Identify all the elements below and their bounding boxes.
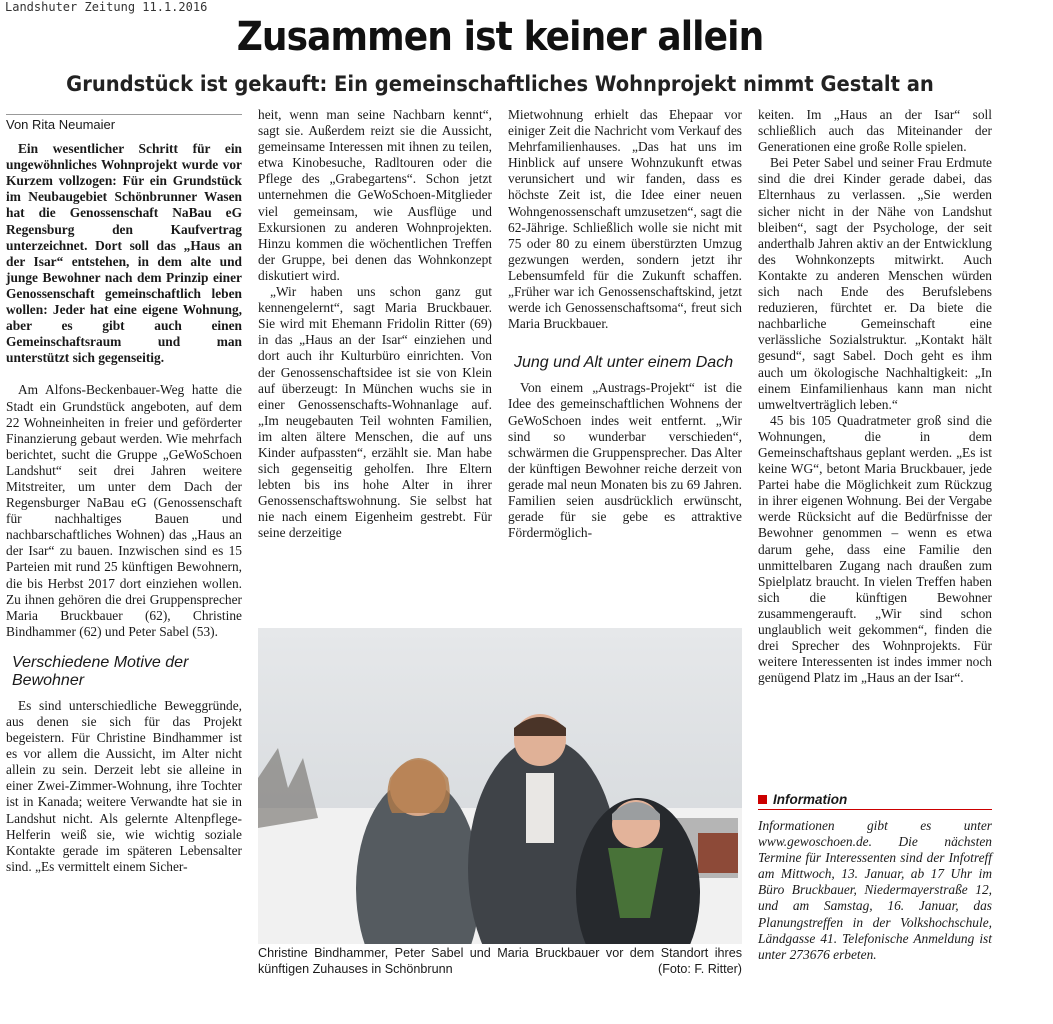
column-1 xyxy=(6,114,242,875)
photo-credit: (Foto: F. Ritter) xyxy=(658,961,742,976)
photo-caption xyxy=(258,946,742,977)
red-square-icon xyxy=(758,795,767,804)
paragraph-4-start: Von einem „Austrags-Projekt“ ist die Idee des gemeinschaftlichen Wohnens der GeWoSchoen indes weit entfernt. „Wir sind so wunderbar verschieden“, schwärmen die Gruppensprecher. Das Alter der künftigen Bewohner reiche derzeit von gerade mal neun Monaten bis zu 69 Jahren. Familien seien ausdrücklich erwünscht, gerade für sie gebe es attraktive Fördermöglich- xyxy=(508,380,742,541)
lead-paragraph: Ein wesentlicher Schritt für ein ungewöhnliches Wohnprojekt wurde vor Kurzem vollzogen: Für ein Grundstück im Neubaugebiet Schönbrunner Wasen hat die Genossenschaft NaBau eG Regensburg den Kaufvertrag unterzeichnet. Dort soll das „Haus an der Isar“ entstehen, in dem alte und junge Bewohner nach dem Prinzip einer Genossenschaft gemeinschaftlich leben wollen: Jeder hat eine eigene Wohnung, aber es gibt auch einen Gemeinschaftsraum und man unterstützt sich gegenseitig. xyxy=(6,141,242,366)
info-heading xyxy=(758,792,992,810)
paragraph-5: Bei Peter Sabel und seiner Frau Erdmute sind die drei Kinder gerade dabei, das Elternhaus zu verlassen. „Sie werden sicher nicht in der Nähe von Landshut bleiben“, sagt der Psychologe, der seit anderthalb Jahren aktiv an der Entwicklung des Wohnkonzepts mitwirkt. Auch Kontakte zu anderen Menschen würden sich nach Ende des Berufslebens reduzieren, fürchtet er. Da biete die nachbarliche Gemeinschaft eine verlässliche Sozialstruktur. „Kontakt hält gesund“, sagt Sabel. Doch geht es ihm auch um ökologische Nachhaltigkeit: „In einem Einfamilienhaus kann man nicht umweltverträglich leben.“ xyxy=(758,155,992,412)
photo-illustration xyxy=(258,628,742,944)
paragraph-3-start: „Wir haben uns schon ganz gut kennengelernt“, sagt Maria Bruckbauer. Sie wird mit Ehemann Fridolin Ritter (69) in das „Haus an der Isar“ einziehen und dort auch ihr Kulturbüro einrichten. Von der Genossenschaftsidee ist sie von Klein auf überzeugt: In München wuchs sie in einer Genossenschafts-Wohnanlage auf. „Im neugebauten Teil wohnten Familien, im alten ältere Menschen, die auf uns Kinder aufpassten“, erzählt sie. Man habe sich gegenseitig geholfen. Ihre Eltern lebten bis ins hohe Alter in ihrer Genossenschaftswohnung. Sie selbst hat nie nach einem Eigenheim gestrebt. Für seine derzeitige xyxy=(258,284,492,541)
paragraph-2-cont: heit, wenn man seine Nachbarn kennt“, sagt sie. Außerdem reizt sie die Aussicht, gemeinsame Interessen mit ihnen zu teilen, etwa Kinobesuche, Radltouren oder die Pflege des „Grabegartens“. Schon jetzt unternehmen die GeWoSchoen-Mitglieder viel gemeinsam, wie Ausflüge und Exkursionen zu anderen Wohnprojekten. Hinzu kommen die wöchentlichen Treffen der Gruppe, bei denen das Wohnkonzept diskutiert wird. xyxy=(258,107,492,283)
masthead: Landshuter Zeitung 11.1.2016 xyxy=(5,0,208,14)
column-3 xyxy=(508,107,742,541)
byline: Von Rita Neumaier xyxy=(6,114,242,133)
subheading-young-old: Jung und Alt unter einem Dach xyxy=(514,354,734,372)
paragraph-1: Am Alfons-Beckenbauer-Weg hatte die Stadt ein Grundstück angeboten, auf dem 22 Wohneinheiten in freier und geförderter Finanzierung gebaut werden. Wie mehrfach berichtet, sucht die Gruppe „GeWoSchoen Landshut“ seit drei Jahren weitere Mitstreiter, um unter dem Dach der Regensburger NaBau eG (Genossenschaft für nachhaltiges Bauen und nachbarschaftliches Wohnen) das „Haus an der Isar“ zu bauen. Inzwischen sind es 15 Parteien mit rund 25 künftigen Bewohnern, die bis Herbst 2017 dort einziehen wollen. Zu ihnen gehören die drei Gruppensprecher Maria Bruckbauer (62), Christine Bindhammer (62) und Peter Sabel (53). xyxy=(6,382,242,639)
group-photo xyxy=(258,628,742,944)
subheading-motives: Verschiedene Motive der Bewohner xyxy=(12,653,189,689)
subheadline: Grundstück ist gekauft: Ein gemeinschaftliches Wohnprojekt nimmt Gestalt an xyxy=(66,72,934,96)
paragraph-3-cont: Mietwohnung erhielt das Ehepaar vor einiger Zeit die Nachricht vom Verkauf des Mehrfamilienhauses. „Das hat uns im Hinblick auf unsere Wohnzukunft etwas verunsichert und wir fanden, dass es höchste Zeit ist, die Idee einer neuen Wohngenossenschaft umzusetzen“, sagt die 62-Jährige. Schließlich wolle sie nicht mit 75 oder 80 zu einem überstürzten Umzug gezwungen werden, sondern jetzt ihr Lebensumfeld für die Zukunft schaffen. „Früher war ich Genossenschaftskind, jetzt werde ich Genossenschaftsoma“, freut sich Maria Bruckbauer. xyxy=(508,107,742,332)
info-text: Informationen gibt es unter www.gewoschoen.de. Die nächsten Termine für Interessenten sind der Infotreff am Mittwoch, 13. Januar, ab 17 Uhr im Büro Bruckbauer, Niedermayerstraße 12, und am Samstag, 16. Januar, das Planungstreffen in der Volkshochschule, Ländgasse 41. Telefonische Anmeldung ist unter 273676 erbeten. xyxy=(758,818,992,962)
column-4 xyxy=(758,107,992,686)
paragraph-6: 45 bis 105 Quadratmeter groß sind die Wohnungen, die in dem Gemeinschaftshaus geplant werden. „Es ist keine WG“, betont Maria Bruckbauer, jede Partei habe die Möglichkeit zum Rückzug in ihrer eigenen Wohnung. Bei der Vergabe werde Rücksicht auf die Bedürfnisse der Bewohner genommen – wenn es etwa darum gehe, dass eine Familie den unmittelbaren Zugang nach draußen zum Spielplatz braucht. In vielen Treffen haben sich die künftigen Bewohner zusammengerauft. „Wir sind schon unglaublich weit gekommen“, finden die drei Sprecher des Wohnprojekts. Für weitere Interessenten ist indes immer noch genügend Platz im „Haus an der Isar“. xyxy=(758,412,992,686)
caption-text: Christine Bindhammer, Peter Sabel und Maria Bruckbauer vor dem Standort ihres künftigen Zuhauses in Schönbrunn xyxy=(258,946,742,976)
paragraph-4-cont: keiten. Im „Haus an der Isar“ soll schließlich auch das Miteinander der Generationen eine große Rolle spielen. xyxy=(758,107,992,155)
headline: Zusammen ist keiner allein xyxy=(236,14,764,60)
info-heading-text: Information xyxy=(773,792,848,807)
paragraph-2-start: Es sind unterschiedliche Beweggründe, aus denen sie sich für das Projekt begeistern. Für Christine Bindhammer ist es vor allem die Aussicht, im Alter nicht allein zu sein. Derzeit lebt sie alleine in einer Zwei-Zimmer-Wohnung, ihre Tochter ist in Kanada; weitere Verwandte hat sie in Landshut nicht. Als gelernte Altenpflege-Helferin weiß sie, wie wichtig soziale Kontakte gerade im späteren Lebensalter sind. „Es vermittelt einem Sicher- xyxy=(6,697,242,874)
column-2 xyxy=(258,107,492,542)
